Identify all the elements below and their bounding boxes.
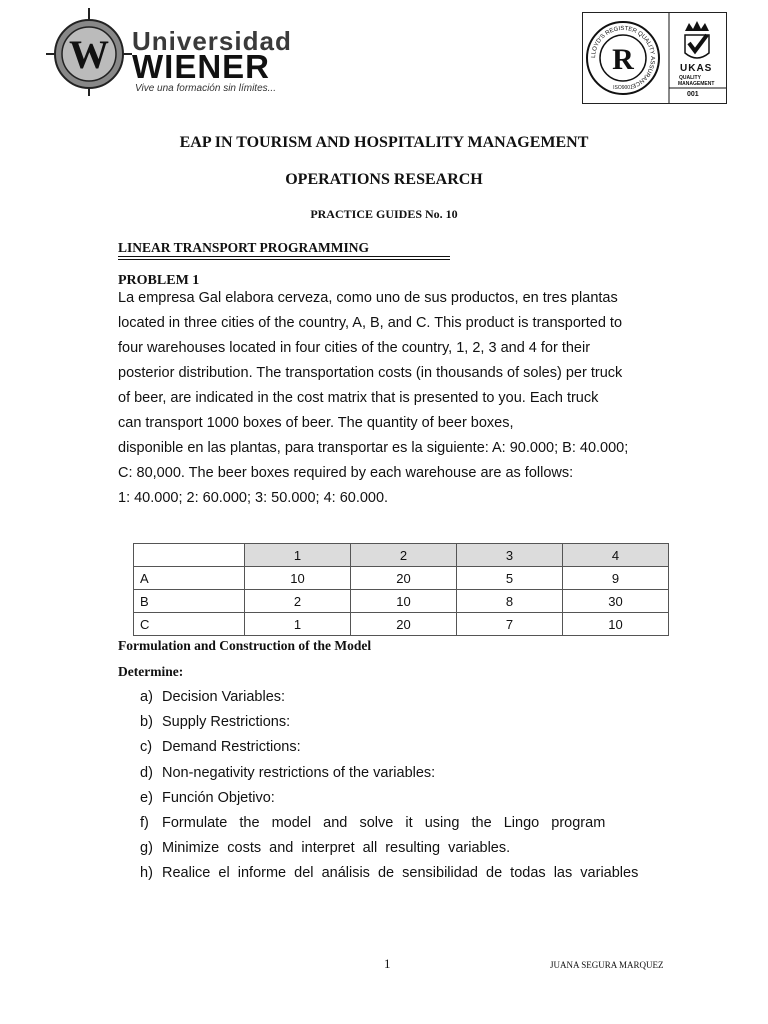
- list-item: [140, 837, 638, 862]
- list-item-text: Función Objetivo:: [162, 789, 275, 806]
- university-logo: [46, 8, 336, 96]
- cost-matrix-table: [133, 543, 669, 636]
- course-title: OPERATIONS RESEARCH: [285, 171, 483, 188]
- certification-box: [582, 12, 727, 104]
- table-row-label: B: [134, 590, 245, 613]
- problem-line: four warehouses located in four cities of the country, 1, 2, 3 and 4 for their: [118, 340, 591, 356]
- problem-heading: PROBLEM 1: [118, 273, 200, 288]
- list-item: [140, 787, 638, 812]
- table-header-cell: 1: [245, 544, 351, 567]
- table-header-cell: 4: [563, 544, 669, 567]
- list-item: [140, 686, 638, 711]
- ukas-sub-line-2: MANAGEMENT: [678, 81, 715, 87]
- list-item: [140, 711, 638, 736]
- problem-line: posterior distribution. The transportation costs (in thousands of soles) per truck: [118, 365, 623, 381]
- determine-heading: Determine:: [118, 664, 184, 679]
- list-item-text: Demand Restrictions:: [162, 739, 301, 756]
- list-item-label: a): [140, 689, 153, 705]
- list-item-label: h): [140, 865, 153, 882]
- table-cell: 20: [351, 567, 457, 590]
- list-item-label: d): [140, 764, 153, 781]
- table-cell: 7: [457, 613, 563, 636]
- list-item-text: Decision Variables:: [162, 689, 286, 705]
- table-cell: 20: [351, 613, 457, 636]
- problem-line: located in three cities of the country, A, B, and C. This product is transported to: [118, 315, 623, 331]
- list-item-label: c): [140, 739, 153, 756]
- lloyds-ring-text: LLOYD'S REGISTER QUALITY ASSURANCE: [590, 25, 656, 89]
- ukas-label: UKAS: [680, 63, 713, 74]
- table-header-row: [134, 544, 669, 567]
- list-item: [140, 812, 638, 837]
- list-item-label: e): [140, 789, 153, 806]
- table-header-cell: [134, 544, 245, 567]
- list-item-text: Realice el informe del análisis de sensibilidad de todas las variables: [162, 865, 639, 882]
- problem-line: La empresa Gal elabora cerveza, como uno de sus productos, en tres plantas: [118, 290, 618, 306]
- certification-seals-icon: [583, 13, 726, 103]
- university-tagline: Vive una formación sin límites...: [135, 83, 276, 94]
- table-cell: 30: [563, 590, 669, 613]
- table-header-cell: 2: [351, 544, 457, 567]
- table-header-cell: 3: [457, 544, 563, 567]
- guide-title: PRACTICE GUIDES No. 10: [310, 207, 458, 221]
- table-cell: 10: [351, 590, 457, 613]
- university-emblem-icon: [46, 8, 132, 96]
- list-item: [140, 762, 638, 787]
- table-cell: 10: [563, 613, 669, 636]
- footer-author: JUANA SEGURA MARQUEZ: [550, 960, 664, 970]
- ukas-sub-line-1: QUALITY: [679, 75, 701, 81]
- svg-text:R: R: [612, 43, 634, 76]
- table-row-label: A: [134, 567, 245, 590]
- formulation-heading: Formulation and Construction of the Model: [118, 638, 372, 653]
- list-item-text: Non-negativity restrictions of the variables:: [162, 764, 436, 781]
- list-item-label: b): [140, 714, 153, 731]
- section-underline-2: [118, 259, 450, 260]
- svg-text:W: W: [69, 32, 109, 77]
- problem-line: disponible en las plantas, para transportar es la siguiente: A: 90.000; B: 40.000;: [118, 440, 629, 456]
- problem-line: 1: 40.000; 2: 60.000; 3: 50.000; 4: 60.000.: [118, 490, 389, 506]
- section-underline: [118, 256, 450, 257]
- table-row: [134, 590, 669, 613]
- iso-text: ISO9001: [613, 85, 633, 91]
- table-row-label: C: [134, 613, 245, 636]
- list-item-text: Minimize costs and interpret all resulting variables.: [162, 840, 511, 857]
- problem-line: can transport 1000 boxes of beer. The quantity of beer boxes,: [118, 415, 514, 431]
- table-row: [134, 613, 669, 636]
- problem-line: C: 80,000. The beer boxes required by each warehouse are as follows:: [118, 465, 574, 481]
- table-cell: 9: [563, 567, 669, 590]
- table-row: [134, 567, 669, 590]
- table-cell: 1: [245, 613, 351, 636]
- list-item-text: Supply Restrictions:: [162, 714, 291, 731]
- problem-line: of beer, are indicated in the cost matrix that is presented to you. Each truck: [118, 390, 599, 406]
- list-item: [140, 862, 638, 887]
- determine-list: [140, 686, 638, 888]
- list-item: [140, 736, 638, 761]
- list-item-label: f): [140, 814, 149, 831]
- table-cell: 8: [457, 590, 563, 613]
- list-item-label: g): [140, 840, 153, 857]
- table-cell: 10: [245, 567, 351, 590]
- program-title: EAP IN TOURISM AND HOSPITALITY MANAGEMENT: [179, 134, 589, 151]
- ukas-number: 001: [687, 91, 699, 98]
- table-cell: 2: [245, 590, 351, 613]
- page-number: 1: [384, 956, 391, 971]
- table-cell: 5: [457, 567, 563, 590]
- section-heading: LINEAR TRANSPORT PROGRAMMING: [118, 240, 370, 255]
- university-name: Universidad: [132, 26, 292, 56]
- university-sub-name: WIENER: [132, 48, 270, 85]
- list-item-text: Formulate the model and solve it using the Lingo program: [162, 814, 606, 831]
